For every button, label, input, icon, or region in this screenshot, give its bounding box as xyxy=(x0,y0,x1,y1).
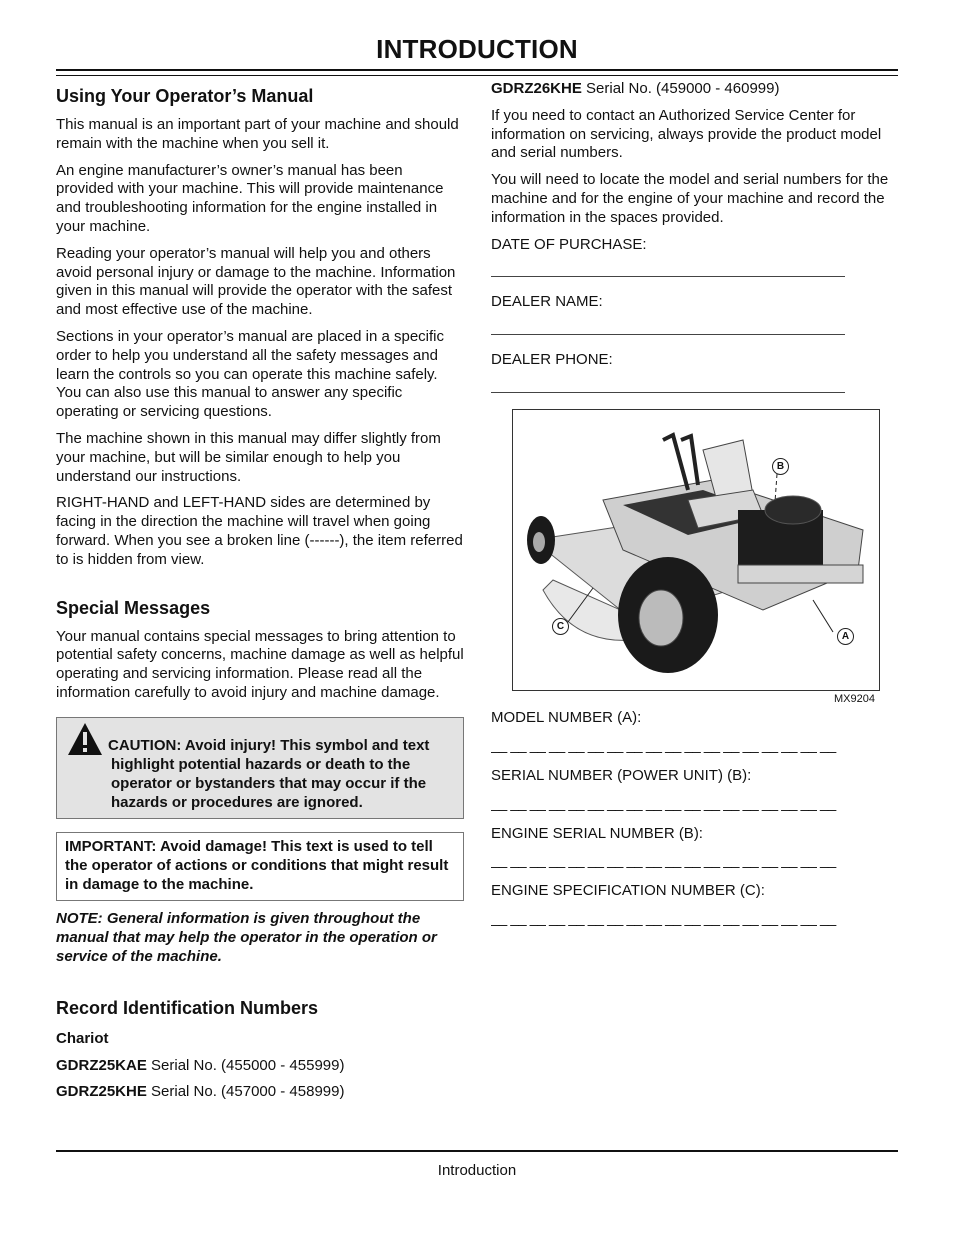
paragraph: The machine shown in this manual may differ slightly from your machine, but will be similar enough to help you understand our instructions. xyxy=(56,429,441,485)
important-box xyxy=(56,832,464,901)
serial-range: Serial No. (457000 - 458999) xyxy=(146,1083,345,1101)
paragraph: RIGHT-HAND and LEFT-HAND sides are determined by facing in the direction the machine will travel when going forward. When you see a broken line (------), the item referred to is hidden from view. xyxy=(56,494,463,568)
figure-code: MX9204 xyxy=(834,692,875,705)
dealer-name-label: DEALER NAME: xyxy=(491,293,603,311)
serial-range: Serial No. (459000 - 460999) xyxy=(581,80,780,97)
engine-serial-number-field[interactable]: __ __ __ __ __ __ __ __ __ __ __ __ __ __ __ __ __ __ xyxy=(491,852,836,870)
serial-number-power-unit-field[interactable]: __ __ __ __ __ __ __ __ __ __ __ __ __ __ __ __ __ __ xyxy=(491,794,836,812)
model-number-label: MODEL NUMBER (A): xyxy=(491,708,642,726)
serial-range: Serial No. (455000 - 455999) xyxy=(146,1056,345,1074)
page-footer: Introduction xyxy=(437,1162,517,1179)
header-rule xyxy=(56,69,898,71)
section-heading-operators-manual: Using Your Operator’s Manual xyxy=(56,86,314,106)
paragraph: Your manual contains special messages to bring attention to potential safety concerns, machine damage as well as helpful operating and servicing information. Please read all the information carefully to avoid injury and machine damage. xyxy=(56,627,464,701)
dealer-phone-field[interactable] xyxy=(491,378,845,393)
model-name: GDRZ25KHE xyxy=(56,1083,147,1101)
model-name: GDRZ25KAE xyxy=(56,1056,147,1074)
zero-turn-mower-illustration xyxy=(513,410,879,690)
caution-text: CAUTION: Avoid injury! This symbol and text highlight potential hazards or death to the operator or bystanders that may occur if the hazards or procedures are ignored. xyxy=(108,736,430,811)
model-name: GDRZ26KHE xyxy=(491,80,582,97)
model-serial-line xyxy=(56,1083,464,1102)
section-heading-record-id: Record Identification Numbers xyxy=(56,997,319,1018)
paragraph: If you need to contact an Authorized Service Center for information on servicing, always provide the product model and serial numbers. xyxy=(491,106,882,162)
date-of-purchase-label: DATE OF PURCHASE: xyxy=(491,235,647,253)
caution-box xyxy=(56,717,464,819)
engine-spec-number-field[interactable]: __ __ __ __ __ __ __ __ __ __ __ __ __ __ __ __ __ __ xyxy=(491,910,836,928)
serial-number-power-unit-label: SERIAL NUMBER (POWER UNIT) (B): xyxy=(491,766,752,784)
date-of-purchase-field[interactable] xyxy=(491,262,845,277)
dealer-phone-label: DEALER PHONE: xyxy=(491,351,613,369)
callout-a: A xyxy=(837,628,854,645)
model-number-field[interactable]: __ __ __ __ __ __ __ __ __ __ __ __ __ __ __ __ __ __ xyxy=(491,736,836,754)
engine-spec-number-label: ENGINE SPECIFICATION NUMBER (C): xyxy=(491,882,765,900)
paragraph: This manual is an important part of your machine and should remain with the machine when you sell it. xyxy=(56,116,459,152)
header-rule-thin xyxy=(56,75,898,76)
footer-rule xyxy=(56,1150,898,1152)
note-text: NOTE: General information is given throughout the manual that may help the operator in the operation or service of the machine. xyxy=(56,909,437,965)
engine-serial-number-label: ENGINE SERIAL NUMBER (B): xyxy=(491,824,703,842)
dealer-name-field[interactable] xyxy=(491,320,845,335)
callout-c: C xyxy=(552,618,569,635)
section-heading-special-messages: Special Messages xyxy=(56,597,211,618)
model-serial-line xyxy=(56,1057,464,1076)
left-column xyxy=(56,84,464,1110)
product-line-label: Chariot xyxy=(56,1029,109,1047)
paragraph: Reading your operator’s manual will help you and others avoid personal injury or damage to the machine. Information given in this manual will provide the operator with the safest and most effective use of the machine. xyxy=(56,244,456,319)
paragraph: You will need to locate the model and serial numbers for the machine and for the engine of your machine and record the information in the spaces provided. xyxy=(491,171,889,226)
important-text: IMPORTANT: Avoid damage! This text is used to tell the operator of actions or conditions that might result in damage to the machine. xyxy=(65,837,449,893)
paragraph: An engine manufacturer’s owner’s manual has been provided with your machine. This will provide maintenance and troubleshooting information for the engine installed in your machine. xyxy=(56,161,444,235)
page-title: INTRODUCTION xyxy=(376,34,578,64)
right-column xyxy=(491,80,899,940)
warning-triangle-icon xyxy=(67,722,103,756)
mower-figure xyxy=(512,409,880,691)
callout-b: B xyxy=(772,458,789,475)
model-serial-line xyxy=(491,80,899,99)
paragraph: Sections in your operator’s manual are placed in a specific order to help you understand all the safety messages and learn the controls so you can operate this machine safely. You can also use this manual to answer any specific operating or servicing questions. xyxy=(56,327,444,421)
